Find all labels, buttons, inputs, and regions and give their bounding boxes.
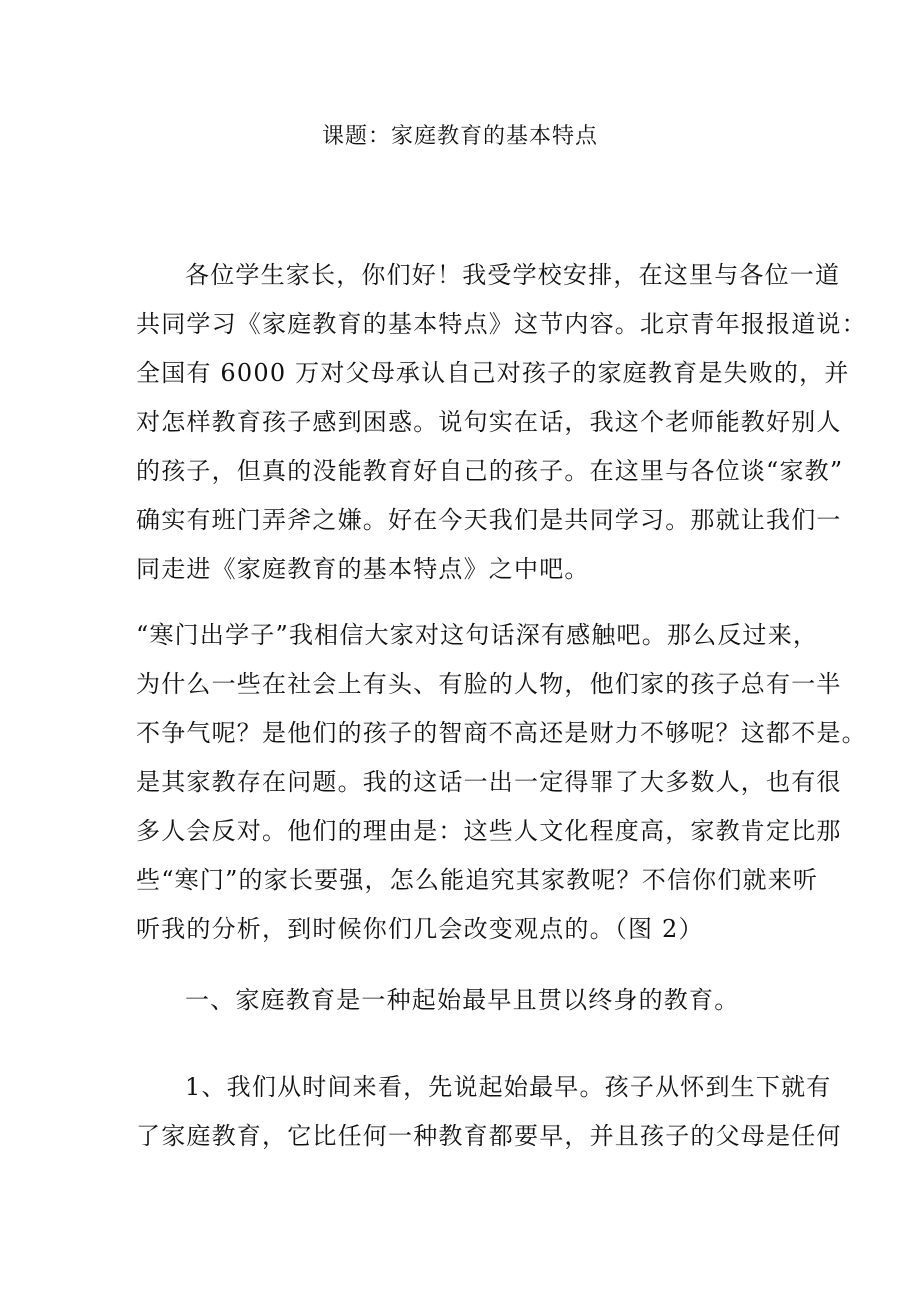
- section-heading-1: 一、家庭教育是一种起始最早且贯以终身的教育。: [185, 986, 740, 1014]
- paragraph-1-line-6: 确实有班门弄斧之嫌。好在今天我们是共同学习。那就让我们一: [136, 506, 842, 534]
- paragraph-2-line-3: 不争气呢？是他们的孩子的智商不高还是财力不够呢？这都不是。: [136, 719, 867, 747]
- paragraph-1-line-2: 共同学习《家庭教育的基本特点》这节内容。北京青年报报道说：: [136, 310, 867, 338]
- paragraph-3-line-1: 1、我们从时间来看，先说起始最早。孩子从怀到生下就有: [185, 1073, 832, 1101]
- document-title: 课题：家庭教育的基本特点: [321, 124, 598, 149]
- paragraph-2-line-4: 是其家教存在问题。我的这话一出一定得罪了大多数人，也有很: [136, 768, 842, 796]
- paragraph-1-line-1: 各位学生家长，你们好！我受学校安排，在这里与各位一道: [185, 261, 841, 289]
- paragraph-1-line-7: 同走进《家庭教育的基本特点》之中吧。: [136, 555, 590, 583]
- paragraph-2-line-6: 些“寒门”的家长要强，怎么能追究其家教呢？不信你们就来听: [136, 866, 819, 894]
- paragraph-1-line-5: 的孩子，但真的没能教育好自己的孩子。在这里与各位谈“家教”: [136, 457, 844, 485]
- paragraph-2-line-5: 多人会反对。他们的理由是：这些人文化程度高，家教肯定比那: [136, 817, 842, 845]
- paragraph-1-line-4: 对怎样教育孩子感到困惑。说句实在话，我这个老师能教好别人: [136, 408, 842, 436]
- paragraph-2-line-1: “寒门出学子”我相信大家对这句话深有感触吧。那么反过来，: [136, 621, 819, 649]
- paragraph-1-line-3: 全国有 6000 万对父母承认自己对孩子的家庭教育是失败的，并: [136, 359, 850, 387]
- paragraph-2-line-2: 为什么一些在社会上有头、有脸的人物，他们家的孩子总有一半: [136, 670, 842, 698]
- paragraph-3-line-2: 了家庭教育，它比任何一种教育都要早，并且孩子的父母是任何: [136, 1122, 842, 1150]
- paragraph-2-line-7: 听我的分析，到时候你们几会改变观点的。（图 2）: [136, 915, 704, 943]
